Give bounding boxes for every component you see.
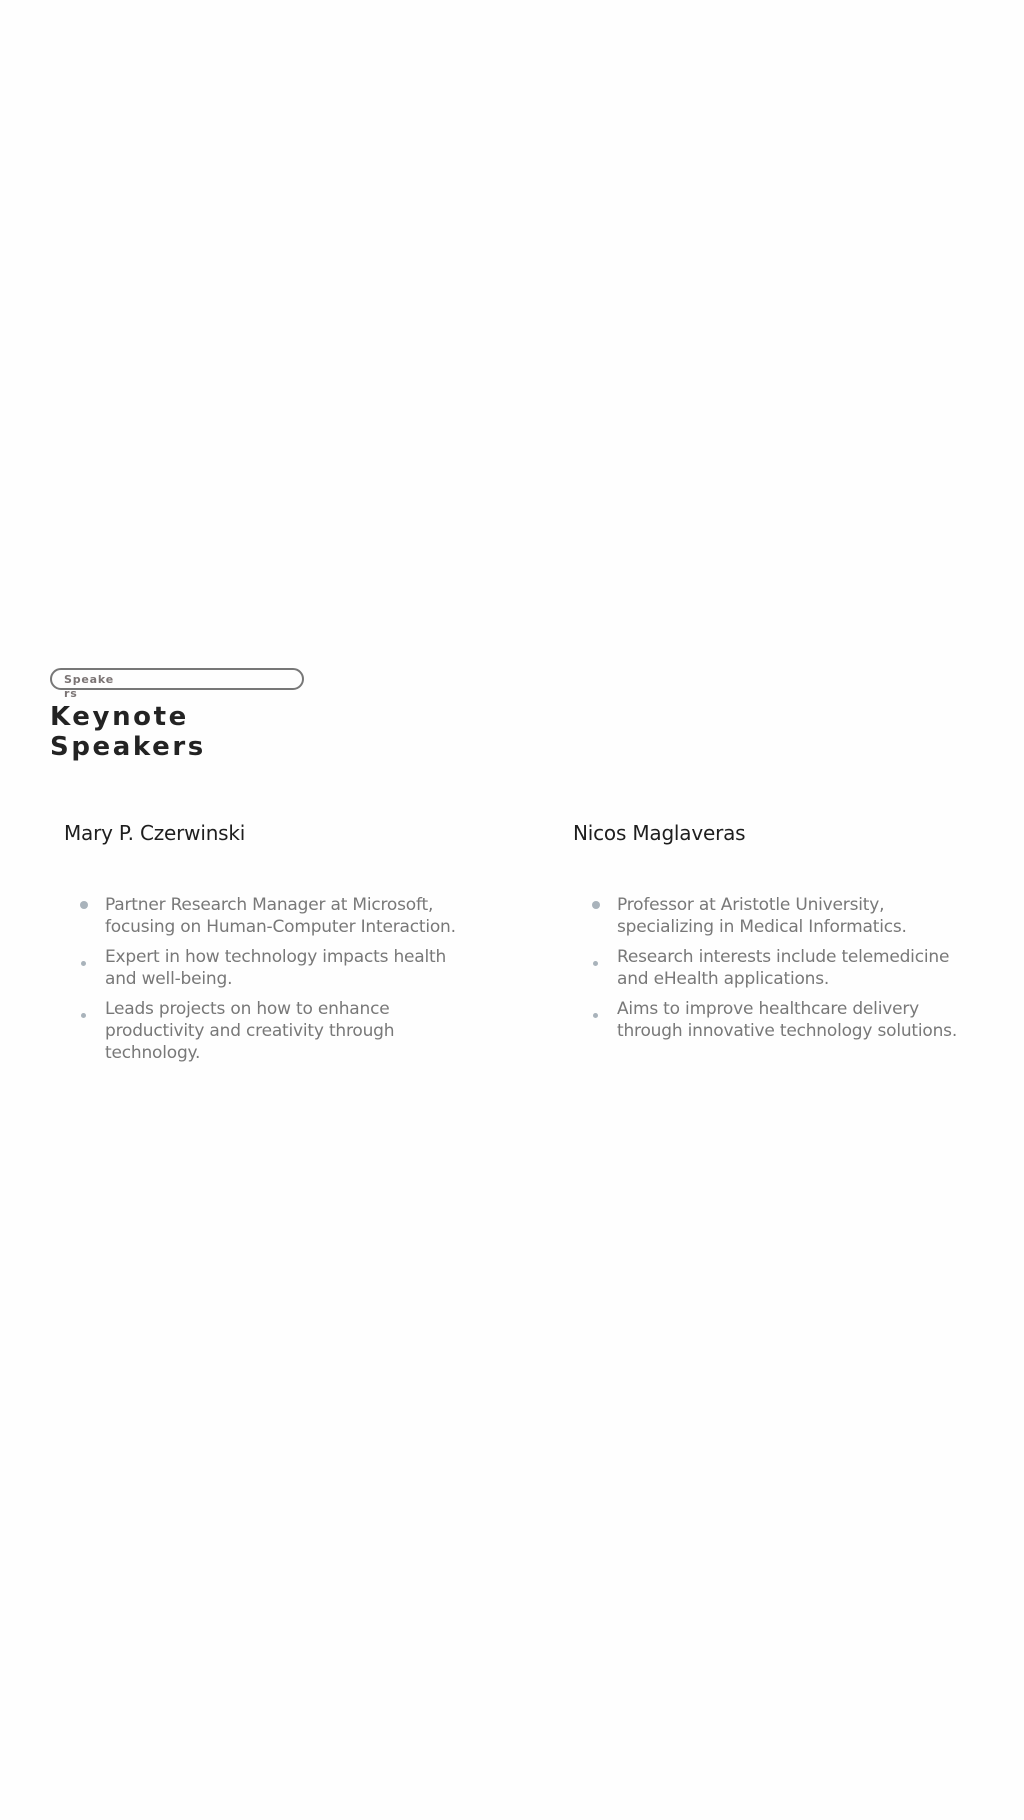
bullet-dot-icon bbox=[593, 1013, 598, 1018]
bullet-item bbox=[64, 998, 464, 1064]
bullet-text: Research interests include telemedicine and eHealth applications. bbox=[617, 947, 950, 989]
bullet-item bbox=[576, 998, 976, 1042]
bullet-dot-icon bbox=[593, 961, 598, 966]
bullet-dot-icon bbox=[81, 1013, 86, 1018]
section-pill bbox=[50, 668, 304, 700]
bullet-text: Professor at Aristotle University, specializing in Medical Informatics. bbox=[617, 895, 907, 937]
page-title: Keynote Speakers bbox=[50, 702, 206, 762]
speaker-name: Nicos Maglaveras bbox=[573, 821, 746, 845]
speaker-bullet-list bbox=[64, 894, 464, 1072]
bullet-dot-icon bbox=[80, 901, 88, 909]
bullet-item bbox=[64, 894, 464, 938]
bullet-text: Leads projects on how to enhance productivity and creativity through technology. bbox=[105, 999, 395, 1063]
bullet-item bbox=[64, 946, 464, 990]
bullet-dot-icon bbox=[592, 901, 600, 909]
speaker-bullet-list bbox=[576, 894, 976, 1050]
bullet-text: Expert in how technology impacts health and well-being. bbox=[105, 947, 447, 989]
bullet-text: Partner Research Manager at Microsoft, focusing on Human-Computer Interaction. bbox=[105, 895, 456, 937]
bullet-text: Aims to improve healthcare delivery through innovative technology solutions. bbox=[617, 999, 958, 1041]
bullet-dot-icon bbox=[81, 961, 86, 966]
bullet-item bbox=[576, 894, 976, 938]
bullet-item bbox=[576, 946, 976, 990]
speaker-name: Mary P. Czerwinski bbox=[64, 821, 246, 845]
section-pill-label: Speakers bbox=[64, 673, 114, 700]
